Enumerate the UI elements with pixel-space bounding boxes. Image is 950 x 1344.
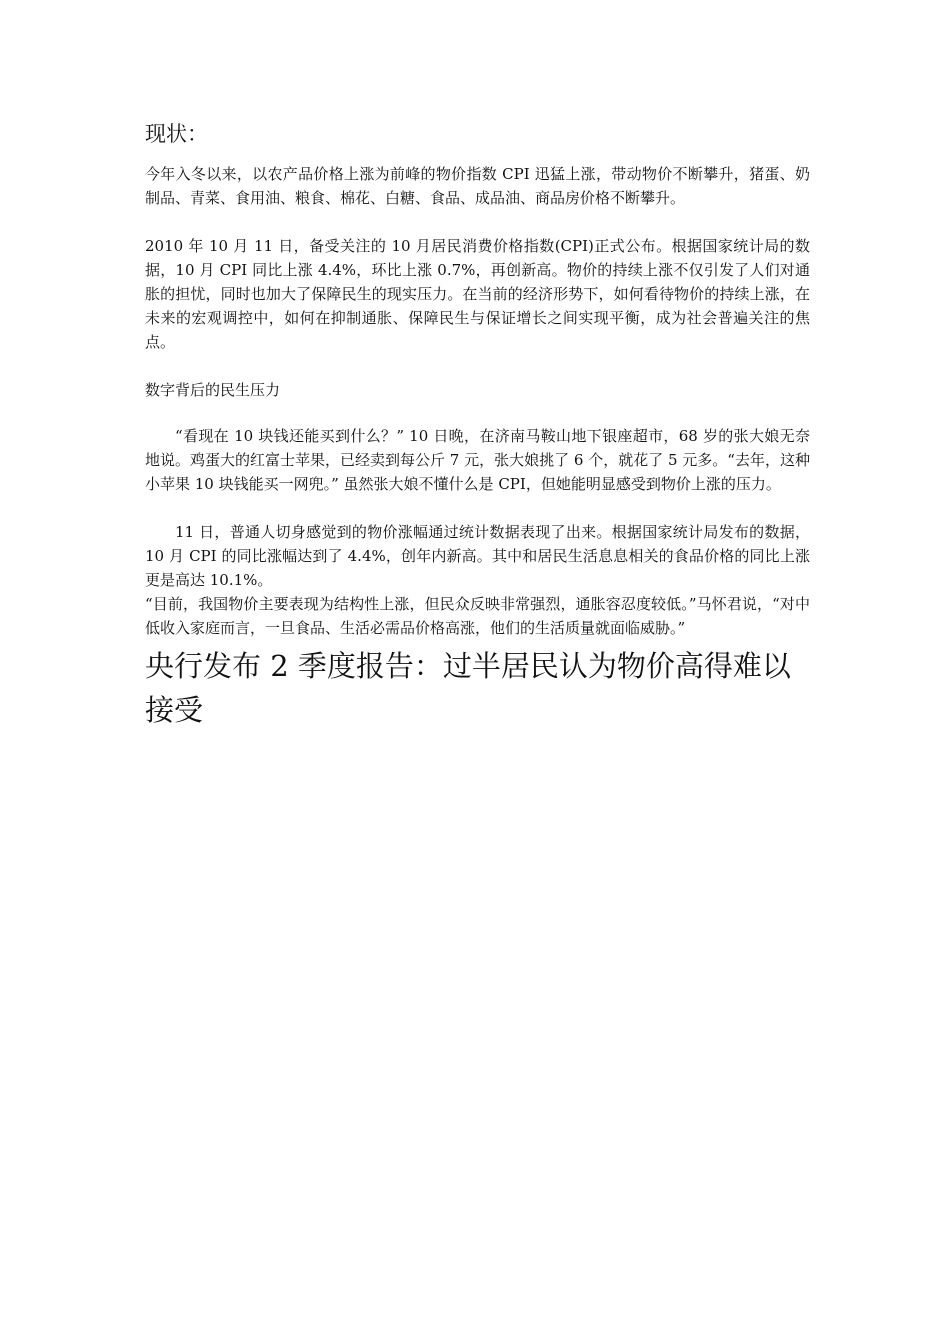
status-heading: 现状： [145, 122, 208, 146]
report-title: 央行发布 2 季度报告：过半居民认为物价高得难以接受 [145, 649, 791, 727]
paragraph-spacer [145, 354, 810, 378]
paragraph-spacer [145, 210, 810, 234]
paragraph-spacer [145, 402, 810, 424]
statistics-paragraph: 11 日，普通人切身感觉到的物价涨幅通过统计数据表现了出来。根据国家统计局发布的数据，10 月 CPI 的同比涨幅达到了 4.4%，创年内新高。其中和居民生活息息相关的食品价格的同比上涨更是高达 10.1%。 [145, 523, 810, 589]
shopper-quote-paragraph: “看现在 10 块钱还能买到什么？” 10 日晚，在济南马鞍山地下银座超市，68 岁的张大娘无奈地说。鸡蛋大的红富士苹果，已经卖到每公斤 7 元，张大娘挑了 6 个，就花了 5 元多。“去年，这种小苹果 10 块钱能买一网兜。” 虽然张大娘不懂什么是 CPI，但她能明显感受到物价上涨的压力。 [145, 427, 810, 493]
document-body [145, 118, 810, 732]
intro-paragraph: 今年入冬以来，以农产品价格上涨为前峰的物价指数 CPI 迅猛上涨，带动物价不断攀升，猪蛋、奶制品、青菜、食用油、粮食、棉花、白糖、食品、成品油、商品房价格不断攀升。 [145, 165, 810, 207]
section-label: 数字背后的民生压力 [145, 381, 281, 399]
cpi-release-paragraph: 2010 年 10 月 11 日，备受关注的 10 月居民消费价格指数(CPI)正式公布。根据国家统计局的数据，10 月 CPI 同比上涨 4.4%，环比上涨 0.7%，再创新高。物价的持续上涨不仅引发了人们对通胀的担忧，同时也加大了保障民生的现实压力。在当前的经济形势下，如何看待物价的持续上涨，在未来的宏观调控中，如何在抑制通胀、保障民生与保证增长之间实现平衡，成为社会普遍关注的焦点。 [145, 237, 810, 351]
paragraph-spacer [145, 496, 810, 520]
expert-quote-paragraph: “目前，我国物价主要表现为结构性上涨，但民众反映非常强烈，通胀容忍度较低。”马怀君说，“对中低收入家庭而言，一旦食品、生活必需品价格高涨，他们的生活质量就面临威胁。” [145, 595, 810, 637]
